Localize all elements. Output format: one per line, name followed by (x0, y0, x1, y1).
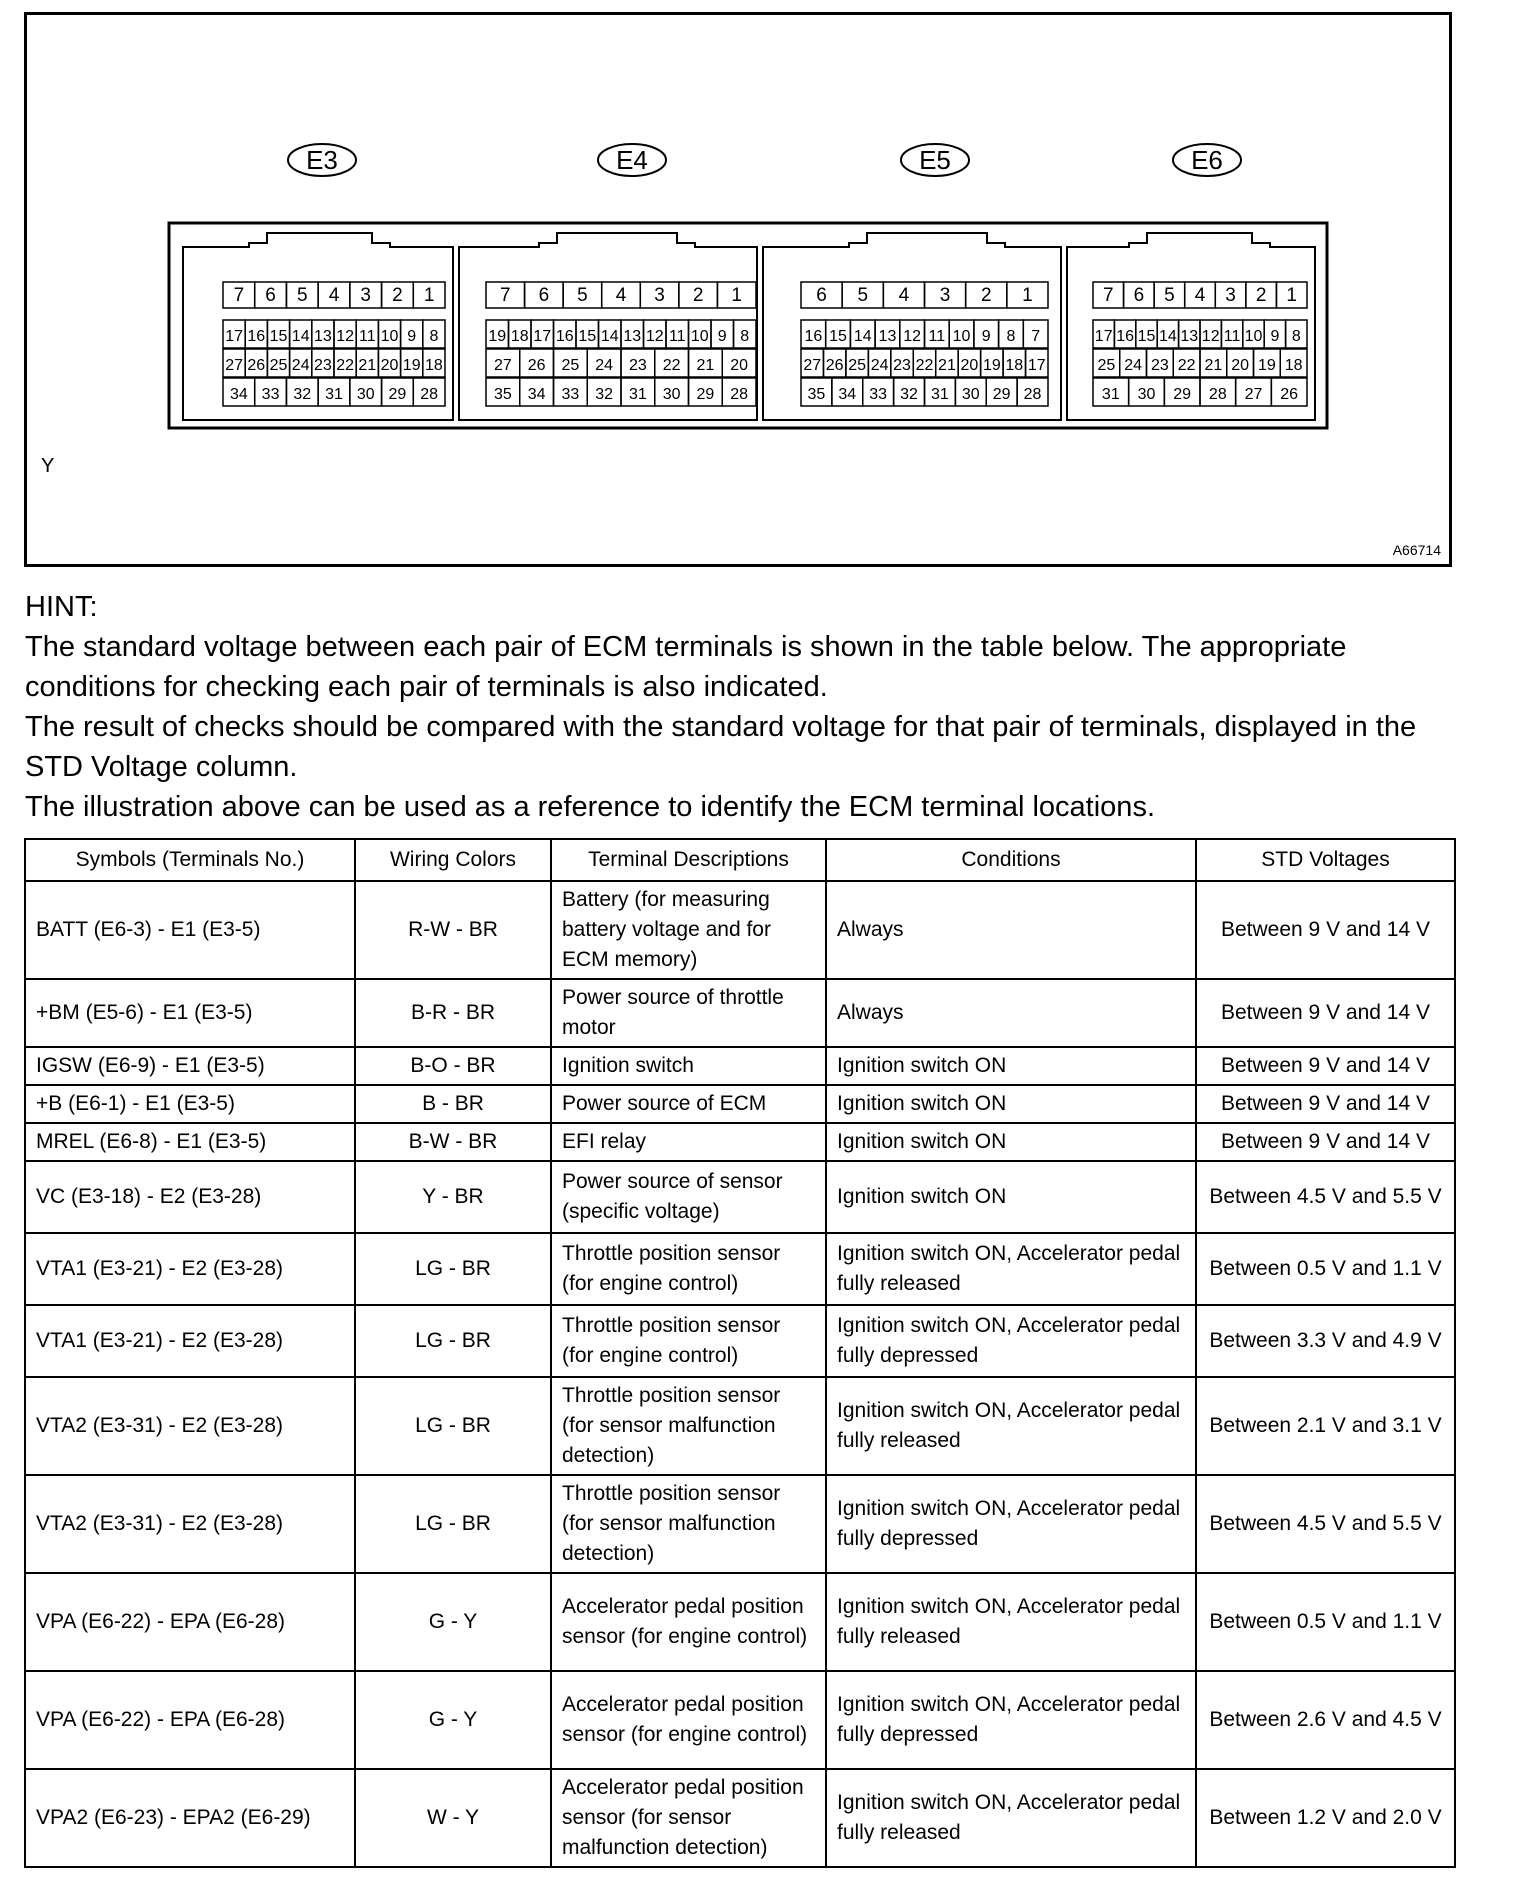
connector-label: E6 (1191, 145, 1223, 175)
side-label: Y (41, 455, 55, 477)
pin-number: 33 (261, 386, 280, 403)
pin-number: 34 (229, 386, 248, 403)
pin-number: 26 (527, 357, 546, 374)
pin-number: 5 (577, 285, 588, 306)
pin-number: 11 (358, 328, 376, 345)
pin-number: 34 (838, 386, 857, 403)
std-voltage-cell: Between 0.5 V and 1.1 V (1196, 1573, 1455, 1671)
pin-number: 8 (1006, 328, 1016, 345)
description-cell: Ignition switch (551, 1047, 826, 1085)
std-voltage-cell: Between 4.5 V and 5.5 V (1196, 1475, 1455, 1573)
pin-number: 31 (931, 386, 949, 403)
pin-number: 7 (1102, 285, 1114, 306)
pin-number: 21 (938, 357, 956, 374)
description-cell: Throttle position sensor (for engine control) (551, 1305, 826, 1377)
table-row (25, 1161, 1455, 1233)
pin-number: 19 (402, 357, 421, 374)
pin-number: 8 (1291, 328, 1301, 345)
pin-number: 19 (982, 357, 1001, 374)
pin-number: 9 (981, 328, 991, 345)
pin-number: 23 (628, 357, 647, 374)
column-header: Symbols (Terminals No.) (25, 839, 355, 881)
pin-number: 11 (1223, 328, 1241, 345)
pin-number: 1 (1286, 285, 1298, 306)
wiring-cell: B - BR (355, 1085, 551, 1123)
pin-number: 15 (1137, 328, 1156, 345)
ecm-connector-diagram (27, 15, 1449, 564)
condition-cell: Ignition switch ON, Accelerator pedal fully released (826, 1769, 1196, 1867)
connector-illustration (24, 12, 1452, 567)
pin-number: 23 (1150, 357, 1169, 374)
pin-number: 13 (1180, 328, 1199, 345)
std-voltage-cell: Between 3.3 V and 4.9 V (1196, 1305, 1455, 1377)
pin-number: 11 (668, 328, 686, 345)
pin-number: 33 (869, 386, 888, 403)
pin-number: 31 (628, 386, 647, 403)
pin-number: 25 (561, 357, 580, 374)
pin-number: 16 (555, 328, 574, 345)
pin-number: 10 (1244, 328, 1263, 345)
pin-number: 1 (1022, 285, 1033, 306)
pin-number: 19 (488, 328, 507, 345)
hint-section (25, 587, 1455, 827)
pin-number: 5 (296, 285, 308, 306)
pin-number: 7 (233, 285, 245, 306)
pin-number: 14 (1159, 328, 1177, 345)
wiring-cell: B-R - BR (355, 979, 551, 1047)
pin-number: 21 (1204, 357, 1223, 374)
pin-number: 33 (561, 386, 580, 403)
pin-number: 2 (692, 285, 704, 306)
connector-label: E5 (919, 145, 951, 175)
pin-number: 3 (360, 285, 372, 306)
pin-number: 18 (510, 328, 529, 345)
pin-number: 13 (314, 328, 332, 345)
pin-number: 20 (380, 357, 399, 374)
symbol-cell: IGSW (E6-9) - E1 (E3-5) (25, 1047, 355, 1085)
hint-line: The standard voltage between each pair of ECM terminals is shown in the table below. The appropriate conditions for checking each pair of terminals is also indicated. (25, 631, 1347, 703)
pin-number: 16 (804, 328, 823, 345)
pin-number: 3 (939, 285, 951, 306)
table-row (25, 1085, 1455, 1123)
pin-number: 30 (356, 386, 375, 403)
table-row (25, 1377, 1455, 1475)
wiring-cell: W - Y (355, 1769, 551, 1867)
pin-number: 21 (358, 357, 377, 374)
pin-number: 10 (952, 328, 971, 345)
description-cell: Battery (for measuring battery voltage and for ECM memory) (551, 881, 826, 979)
pin-number: 13 (623, 328, 642, 345)
pin-number: 17 (1027, 357, 1046, 374)
description-cell: Accelerator pedal position sensor (for engine control) (551, 1671, 826, 1769)
symbol-cell: MREL (E6-8) - E1 (E3-5) (25, 1123, 355, 1161)
pin-number: 32 (900, 386, 918, 403)
wiring-cell: LG - BR (355, 1305, 551, 1377)
wiring-cell: B-O - BR (355, 1047, 551, 1085)
pin-number: 30 (662, 386, 681, 403)
table-row (25, 1573, 1455, 1671)
pin-number: 5 (857, 285, 869, 306)
symbol-cell: VPA (E6-22) - EPA (E6-28) (25, 1671, 355, 1769)
pin-number: 28 (730, 386, 749, 403)
pin-number: 26 (247, 357, 266, 374)
pin-number: 9 (717, 328, 727, 345)
description-cell: Power source of ECM (551, 1085, 826, 1123)
pin-number: 13 (878, 328, 897, 345)
pin-number: 35 (493, 386, 512, 403)
pin-number: 18 (425, 357, 443, 374)
table-row (25, 1769, 1455, 1867)
pin-number: 26 (825, 357, 844, 374)
pin-number: 10 (380, 328, 399, 345)
table-row (25, 1047, 1455, 1085)
pin-number: 20 (960, 357, 979, 374)
pin-number: 22 (336, 357, 354, 374)
symbol-cell: VTA2 (E3-31) - E2 (E3-28) (25, 1475, 355, 1573)
wiring-cell: LG - BR (355, 1475, 551, 1573)
pin-number: 29 (1173, 386, 1192, 403)
std-voltage-cell: Between 4.5 V and 5.5 V (1196, 1161, 1455, 1233)
pin-number: 30 (1137, 386, 1156, 403)
wiring-cell: B-W - BR (355, 1123, 551, 1161)
pin-number: 6 (538, 285, 550, 306)
figure-id: A66714 (1392, 542, 1441, 558)
std-voltage-cell: Between 0.5 V and 1.1 V (1196, 1233, 1455, 1305)
wiring-cell: R-W - BR (355, 881, 551, 979)
wiring-cell: G - Y (355, 1671, 551, 1769)
pin-number: 24 (595, 357, 614, 374)
pin-number: 20 (1231, 357, 1250, 374)
pin-number: 5 (1164, 285, 1175, 306)
pin-number: 23 (893, 357, 911, 374)
pin-number: 14 (853, 328, 872, 345)
table-row (25, 881, 1455, 979)
pin-number: 21 (696, 357, 715, 374)
column-header: Terminal Descriptions (551, 839, 826, 881)
table-header-row (25, 839, 1455, 881)
hint-line: The illustration above can be used as a reference to identify the ECM terminal locations. (25, 791, 1155, 823)
pin-number: 3 (654, 285, 665, 306)
wiring-cell: LG - BR (355, 1377, 551, 1475)
description-cell: Throttle position sensor (for sensor malfunction detection) (551, 1475, 826, 1573)
condition-cell: Ignition switch ON, Accelerator pedal fully depressed (826, 1671, 1196, 1769)
std-voltage-cell: Between 2.6 V and 4.5 V (1196, 1671, 1455, 1769)
condition-cell: Ignition switch ON (826, 1047, 1196, 1085)
pin-number: 8 (429, 328, 439, 345)
column-header: STD Voltages (1196, 839, 1455, 881)
pin-number: 4 (1194, 285, 1206, 306)
pin-number: 2 (1255, 285, 1267, 306)
pin-number: 24 (1124, 357, 1143, 374)
pin-number: 10 (690, 328, 709, 345)
pin-number: 15 (269, 328, 288, 345)
pin-number: 30 (961, 386, 980, 403)
pin-number: 17 (1094, 328, 1113, 345)
pin-number: 11 (928, 328, 946, 345)
pin-number: 8 (740, 328, 750, 345)
pin-number: 22 (1177, 357, 1196, 374)
pin-number: 2 (980, 285, 992, 306)
pin-number: 14 (600, 328, 619, 345)
hint-line: The result of checks should be compared with the standard voltage for that pair of terminals, displayed in the STD Voltage column. (25, 711, 1417, 783)
description-cell: Accelerator pedal position sensor (for sensor malfunction detection) (551, 1769, 826, 1867)
pin-number: 31 (325, 386, 343, 403)
description-cell: Throttle position sensor (for sensor malfunction detection) (551, 1377, 826, 1475)
condition-cell: Ignition switch ON, Accelerator pedal fully depressed (826, 1305, 1196, 1377)
pin-number: 34 (527, 386, 546, 403)
pin-number: 12 (645, 328, 664, 345)
pin-number: 29 (696, 386, 715, 403)
condition-cell: Ignition switch ON (826, 1085, 1196, 1123)
condition-cell: Always (826, 881, 1196, 979)
table-row (25, 1671, 1455, 1769)
std-voltage-cell: Between 9 V and 14 V (1196, 1047, 1455, 1085)
pin-number: 1 (423, 285, 435, 306)
std-voltage-cell: Between 2.1 V and 3.1 V (1196, 1377, 1455, 1475)
wiring-cell: LG - BR (355, 1233, 551, 1305)
condition-cell: Ignition switch ON, Accelerator pedal fully released (826, 1233, 1196, 1305)
pin-number: 20 (730, 357, 749, 374)
symbol-cell: BATT (E6-3) - E1 (E3-5) (25, 881, 355, 979)
pin-number: 27 (1244, 386, 1263, 403)
pin-number: 23 (314, 357, 332, 374)
description-cell: Power source of sensor (specific voltage) (551, 1161, 826, 1233)
pin-number: 1 (731, 285, 743, 306)
description-cell: Throttle position sensor (for engine control) (551, 1233, 826, 1305)
pin-number: 15 (829, 328, 847, 345)
std-voltage-cell: Between 1.2 V and 2.0 V (1196, 1769, 1455, 1867)
pin-number: 15 (578, 328, 597, 345)
condition-cell: Always (826, 979, 1196, 1047)
pin-number: 27 (493, 357, 512, 374)
table-row (25, 1305, 1455, 1377)
pin-number: 12 (903, 328, 922, 345)
pin-number: 17 (533, 328, 552, 345)
pin-number: 28 (1023, 386, 1042, 403)
std-voltage-cell: Between 9 V and 14 V (1196, 1085, 1455, 1123)
connector-label: E3 (306, 145, 338, 175)
symbol-cell: VPA (E6-22) - EPA (E6-28) (25, 1573, 355, 1671)
pin-number: 18 (1005, 357, 1024, 374)
description-cell: EFI relay (551, 1123, 826, 1161)
hint-heading: HINT: (25, 591, 98, 623)
std-voltage-cell: Between 9 V and 14 V (1196, 979, 1455, 1047)
pin-number: 16 (247, 328, 266, 345)
condition-cell: Ignition switch ON (826, 1161, 1196, 1233)
pin-number: 27 (803, 357, 822, 374)
table-row (25, 1233, 1455, 1305)
std-voltage-cell: Between 9 V and 14 V (1196, 1123, 1455, 1161)
pin-number: 29 (992, 386, 1011, 403)
pin-number: 12 (1201, 328, 1220, 345)
pin-number: 25 (1097, 357, 1116, 374)
condition-cell: Ignition switch ON (826, 1123, 1196, 1161)
symbol-cell: VPA2 (E6-23) - EPA2 (E6-29) (25, 1769, 355, 1867)
connector-label: E4 (616, 145, 648, 175)
std-voltage-cell: Between 9 V and 14 V (1196, 881, 1455, 979)
column-header: Conditions (826, 839, 1196, 881)
pin-number: 29 (388, 386, 407, 403)
symbol-cell: VTA1 (E3-21) - E2 (E3-28) (25, 1233, 355, 1305)
pin-number: 3 (1225, 285, 1236, 306)
pin-number: 22 (915, 357, 934, 374)
pin-number: 14 (291, 328, 310, 345)
pin-number: 25 (269, 357, 288, 374)
pin-number: 17 (225, 328, 243, 345)
description-cell: Power source of throttle motor (551, 979, 826, 1047)
pin-number: 24 (291, 357, 310, 374)
table-row (25, 979, 1455, 1047)
pin-number: 16 (1116, 328, 1134, 345)
pin-number: 9 (1270, 328, 1280, 345)
symbol-cell: VTA2 (E3-31) - E2 (E3-28) (25, 1377, 355, 1475)
symbol-cell: +B (E6-1) - E1 (E3-5) (25, 1085, 355, 1123)
pin-number: 18 (1284, 357, 1303, 374)
pin-number: 28 (420, 386, 439, 403)
pin-number: 26 (1280, 386, 1299, 403)
pin-number: 32 (293, 386, 312, 403)
pin-number: 32 (595, 386, 614, 403)
ecm-terminal-voltage-table (24, 838, 1456, 1868)
column-header: Wiring Colors (355, 839, 551, 881)
table-row (25, 1123, 1455, 1161)
pin-number: 12 (336, 328, 354, 345)
condition-cell: Ignition switch ON, Accelerator pedal fully depressed (826, 1475, 1196, 1573)
pin-number: 6 (265, 285, 276, 306)
symbol-cell: +BM (E5-6) - E1 (E3-5) (25, 979, 355, 1047)
pin-number: 27 (225, 357, 243, 374)
pin-number: 7 (499, 285, 511, 306)
pin-number: 28 (1208, 386, 1227, 403)
pin-number: 2 (392, 285, 403, 306)
pin-number: 4 (328, 285, 340, 306)
pin-number: 4 (898, 285, 910, 306)
description-cell: Accelerator pedal position sensor (for engine control) (551, 1573, 826, 1671)
wiring-cell: Y - BR (355, 1161, 551, 1233)
pin-number: 4 (615, 285, 627, 306)
pin-number: 19 (1257, 357, 1276, 374)
pin-number: 31 (1101, 386, 1120, 403)
wiring-cell: G - Y (355, 1573, 551, 1671)
pin-number: 25 (848, 357, 867, 374)
pin-number: 24 (870, 357, 889, 374)
pin-number: 6 (816, 285, 827, 306)
table-row (25, 1475, 1455, 1573)
pin-number: 9 (407, 328, 417, 345)
pin-number: 35 (807, 386, 826, 403)
pin-number: 6 (1133, 285, 1145, 306)
pin-number: 22 (662, 357, 681, 374)
symbol-cell: VTA1 (E3-21) - E2 (E3-28) (25, 1305, 355, 1377)
symbol-cell: VC (E3-18) - E2 (E3-28) (25, 1161, 355, 1233)
condition-cell: Ignition switch ON, Accelerator pedal fully released (826, 1573, 1196, 1671)
condition-cell: Ignition switch ON, Accelerator pedal fully released (826, 1377, 1196, 1475)
pin-number: 7 (1031, 328, 1041, 345)
